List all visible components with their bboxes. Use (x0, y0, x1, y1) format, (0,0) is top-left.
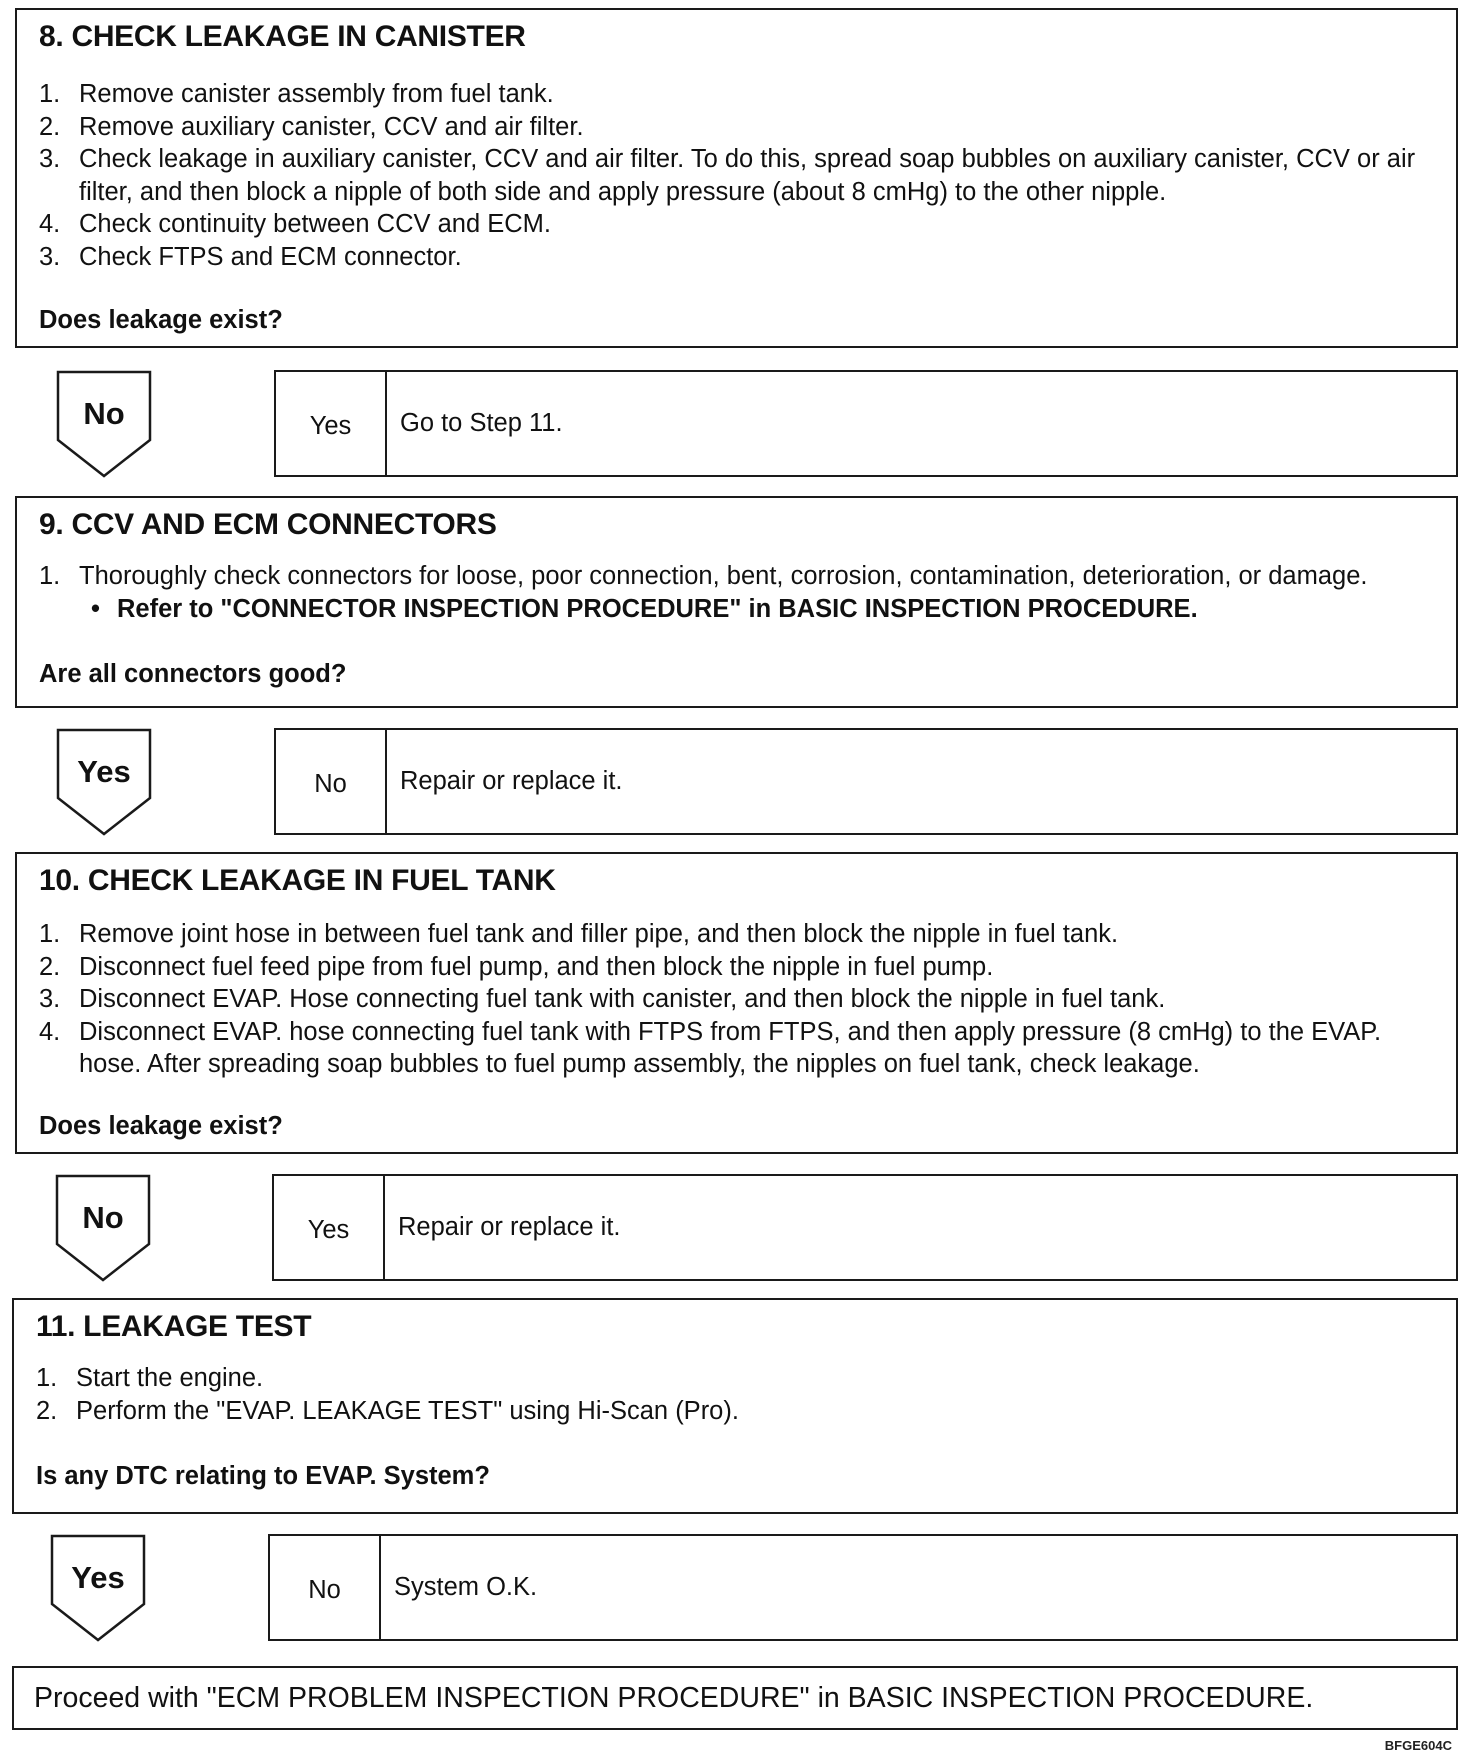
outcome-key: Yes (276, 372, 387, 475)
list-item: 1. Remove joint hose in between fuel tank and filler pipe, and then block the nipple in fuel tank. (39, 920, 1119, 948)
step-9-box (15, 496, 1458, 708)
list-item: 3. Check leakage in auxiliary canister, CCV and air filter. To do this, spread soap bubbles on auxiliary canister, CCV or air filter, and then block a nipple of both side and apply pressure (about 8 cmHg) to the other nipple. (39, 145, 1416, 206)
list-item: 2. Disconnect fuel feed pipe from fuel pump, and then block the nipple in fuel pump. (39, 952, 994, 981)
outcome-action: Repair or replace it. (398, 1213, 621, 1241)
list-item: 1. Thoroughly check connectors for loose, poor connection, bent, corrosion, contamination, deterioration, or damage. • Refer to "CONNECTOR INSPECTION PROCEDURE" in BASIC INSPECTION PROCEDURE. (39, 560, 1448, 625)
outcome-action: System O.K. (394, 1573, 538, 1601)
proceed-label: No (83, 396, 125, 431)
step-11-box (12, 1298, 1458, 1514)
final-instruction: Proceed with "ECM PROBLEM INSPECTION PROCEDURE" in BASIC INSPECTION PROCEDURE. (34, 1681, 1314, 1714)
outcome-key: No (270, 1536, 381, 1639)
outcome-box (274, 370, 1458, 477)
step-instructions (36, 1362, 1448, 1427)
step-title: 10. CHECK LEAKAGE IN FUEL TANK (39, 864, 556, 897)
step-question: Is any DTC relating to EVAP. System? (36, 1462, 490, 1490)
step-8-box (15, 8, 1458, 348)
proceed-arrow (56, 370, 152, 480)
figure-code: BFGE604C (1384, 1738, 1452, 1753)
list-item: 1. Start the engine. (36, 1364, 264, 1392)
proceed-arrow (56, 728, 152, 838)
note-line: • Refer to "CONNECTOR INSPECTION PROCEDURE" in BASIC INSPECTION PROCEDURE. (79, 593, 1448, 626)
list-item: 1. Remove canister assembly from fuel tank. (39, 80, 554, 108)
outcome-key: Yes (274, 1176, 385, 1279)
list-item: 3. Check FTPS and ECM connector. (39, 242, 462, 271)
outcome-key: No (276, 730, 387, 833)
final-instruction-box (12, 1666, 1458, 1730)
list-item: 2. Remove auxiliary canister, CCV and air filter. (39, 112, 584, 141)
outcome-box (272, 1174, 1458, 1281)
proceed-label: Yes (77, 754, 131, 789)
step-question: Are all connectors good? (39, 660, 347, 688)
step-instructions (39, 918, 1448, 1081)
step-instructions (39, 560, 1448, 625)
list-item: 4. Check continuity between CCV and ECM. (39, 210, 551, 238)
list-item: 4. Disconnect EVAP. hose connecting fuel tank with FTPS from FTPS, and then apply pressure (8 cmHg) to the EVAP. hose. After spreading soap bubbles to fuel pump assembly, the nipples on fuel tank, check leakage. (39, 1017, 1382, 1078)
proceed-arrow (50, 1534, 146, 1644)
proceed-label: Yes (71, 1560, 125, 1595)
bullet-icon: • (91, 594, 100, 623)
step-title: 8. CHECK LEAKAGE IN CANISTER (39, 20, 526, 53)
step-10-box (15, 852, 1458, 1154)
step-question: Does leakage exist? (39, 1112, 283, 1140)
step-instructions (39, 78, 1448, 273)
list-item: 3. Disconnect EVAP. Hose connecting fuel tank with canister, and then block the nipple in fuel tank. (39, 985, 1166, 1013)
proceed-label: No (82, 1200, 124, 1235)
proceed-arrow (55, 1174, 151, 1284)
step-title: 9. CCV AND ECM CONNECTORS (39, 508, 497, 541)
outcome-box (274, 728, 1458, 835)
step-question: Does leakage exist? (39, 306, 283, 334)
step-title: 11. LEAKAGE TEST (36, 1310, 312, 1343)
outcome-action: Repair or replace it. (400, 767, 623, 795)
outcome-action: Go to Step 11. (400, 409, 563, 437)
outcome-box (268, 1534, 1458, 1641)
list-item: 2. Perform the "EVAP. LEAKAGE TEST" using Hi-Scan (Pro). (36, 1396, 739, 1425)
